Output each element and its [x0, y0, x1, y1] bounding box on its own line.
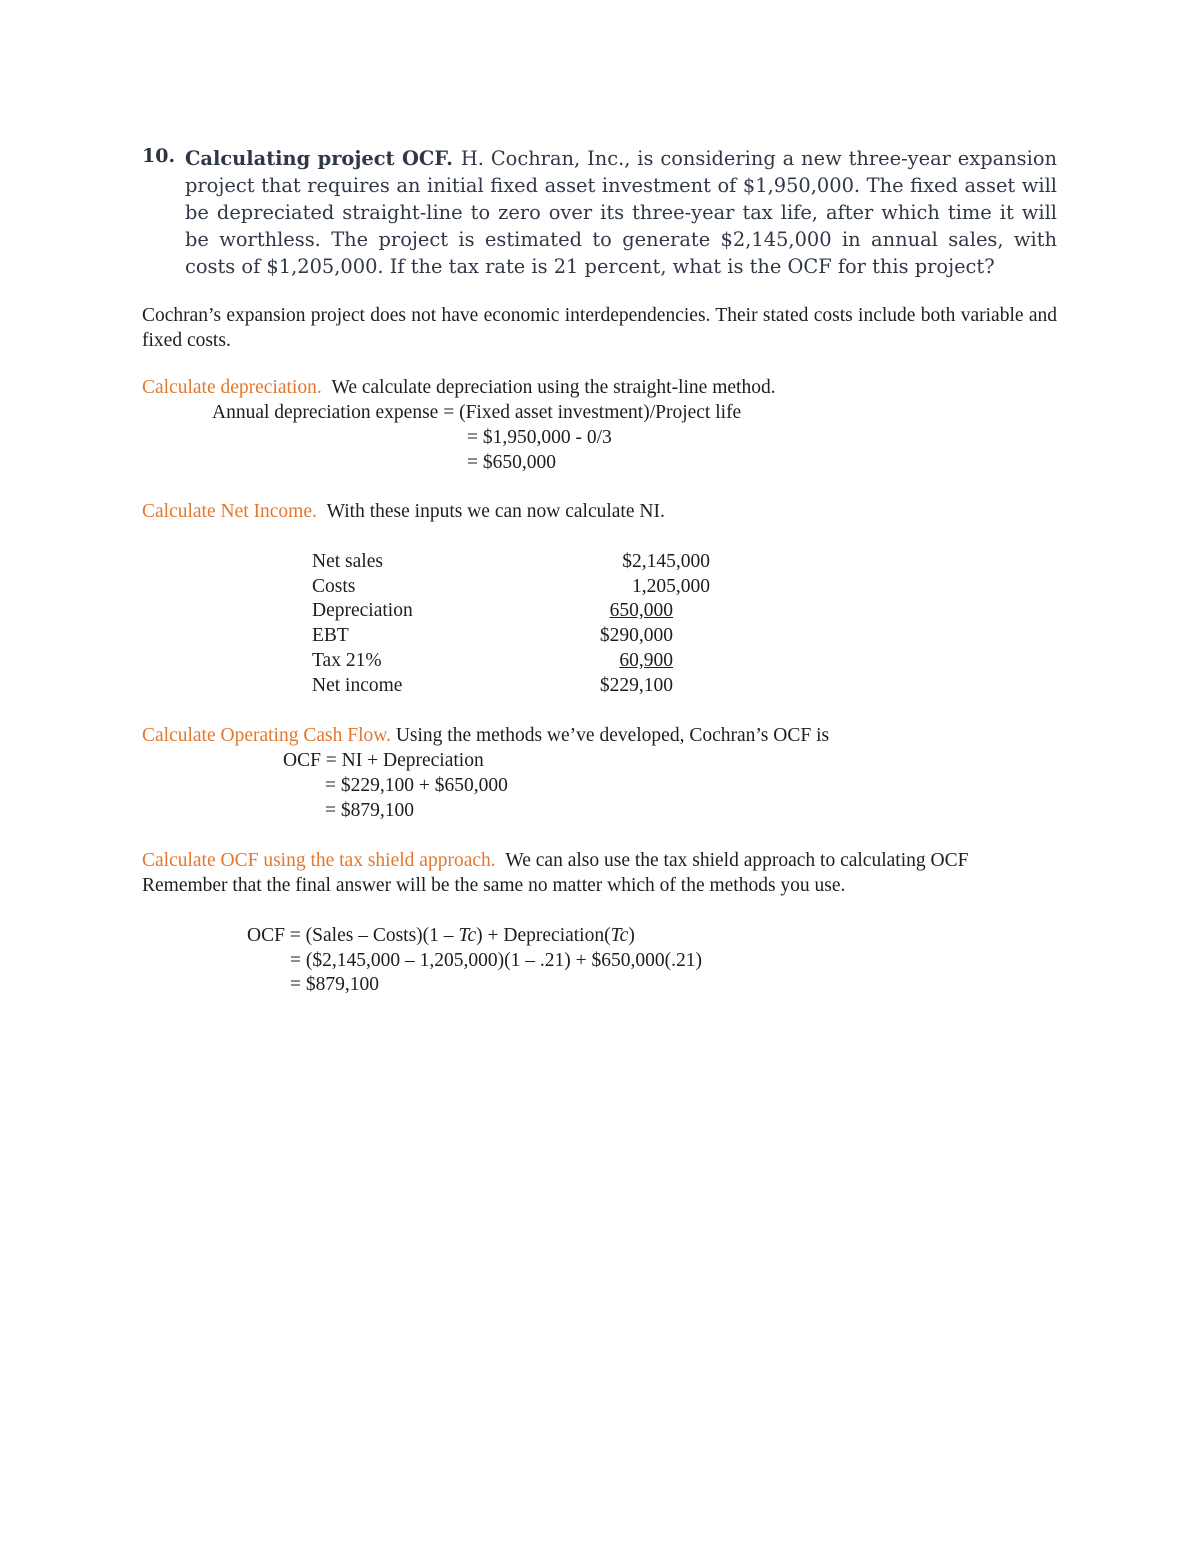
row-label: EBT — [312, 625, 349, 646]
question-body — [185, 145, 1057, 280]
ocf-formula: OCF = NI + Depreciation — [283, 750, 484, 771]
row-label: Costs — [312, 576, 356, 597]
tax-shield-formula — [247, 925, 635, 947]
tax-rate-symbol: Tc — [610, 925, 629, 946]
net-income-text: With these inputs we can now calculate NI. — [326, 501, 665, 522]
formula-part: ) — [628, 925, 635, 946]
intro-paragraph: Cochran’s expansion project does not have economic interdependencies. Their stated costs include both variable and fixed costs. — [142, 305, 1057, 351]
row-label: Tax 21% — [312, 650, 382, 671]
depreciation-result: = $650,000 — [467, 452, 556, 473]
ocf-heading: Calculate Operating Cash Flow. — [142, 725, 391, 746]
tax-shield-result: = $879,100 — [290, 974, 379, 995]
formula-part: OCF = (Sales – Costs)(1 – — [247, 925, 459, 946]
ocf-result: = $879,100 — [325, 800, 414, 821]
ocf-step: = $229,100 + $650,000 — [325, 775, 508, 796]
row-label: Net income — [312, 675, 403, 696]
row-value: $2,145,000 — [622, 551, 710, 572]
formula-part: ) + Depreciation( — [476, 925, 611, 946]
row-value: 650,000 — [609, 600, 673, 621]
tax-rate-symbol: Tc — [458, 925, 477, 946]
depreciation-step: = $1,950,000 - 0/3 — [467, 427, 612, 448]
tax-shield-heading: Calculate OCF using the tax shield approach. — [142, 850, 496, 871]
row-label: Net sales — [312, 551, 383, 572]
ocf-line — [142, 725, 829, 747]
depreciation-formula: Annual depreciation expense = (Fixed asset investment)/Project life — [212, 402, 742, 423]
row-value: $229,100 — [599, 675, 673, 696]
row-value: $290,000 — [599, 625, 673, 646]
net-income-line — [142, 501, 665, 523]
tax-shield-step: = ($2,145,000 – 1,205,000)(1 – .21) + $650,000(.21) — [290, 950, 702, 971]
question-text: H. Cochran, Inc., is considering a new three-year expansion project that requires an initial fixed asset investment of $1,950,000. The fixed asset will be depreciated straight-line to zero over its three-year tax life, after which time it will be worthless. The project is estimated to generate $2,145,000 in annual sales, with costs of $1,205,000. If the tax rate is 21 percent, what is the OCF for this project? — [185, 147, 1057, 278]
depreciation-line — [142, 377, 776, 399]
depreciation-heading: Calculate depreciation. — [142, 377, 322, 398]
tax-shield-text: We can also use the tax shield approach to calculating OCF — [505, 850, 969, 871]
row-label: Depreciation — [312, 600, 413, 621]
tax-shield-note: Remember that the final answer will be the same no matter which of the methods you use. — [142, 875, 846, 896]
question-number: 10. — [142, 145, 176, 167]
row-value: 60,900 — [619, 650, 673, 671]
net-income-heading: Calculate Net Income. — [142, 501, 317, 522]
ocf-text: Using the methods we’ve developed, Cochran’s OCF is — [395, 725, 830, 746]
question-title: Calculating project OCF. — [185, 147, 453, 170]
depreciation-text: We calculate depreciation using the straight-line method. — [331, 377, 776, 398]
tax-shield-line — [142, 850, 968, 872]
row-value: 1,205,000 — [632, 576, 710, 597]
